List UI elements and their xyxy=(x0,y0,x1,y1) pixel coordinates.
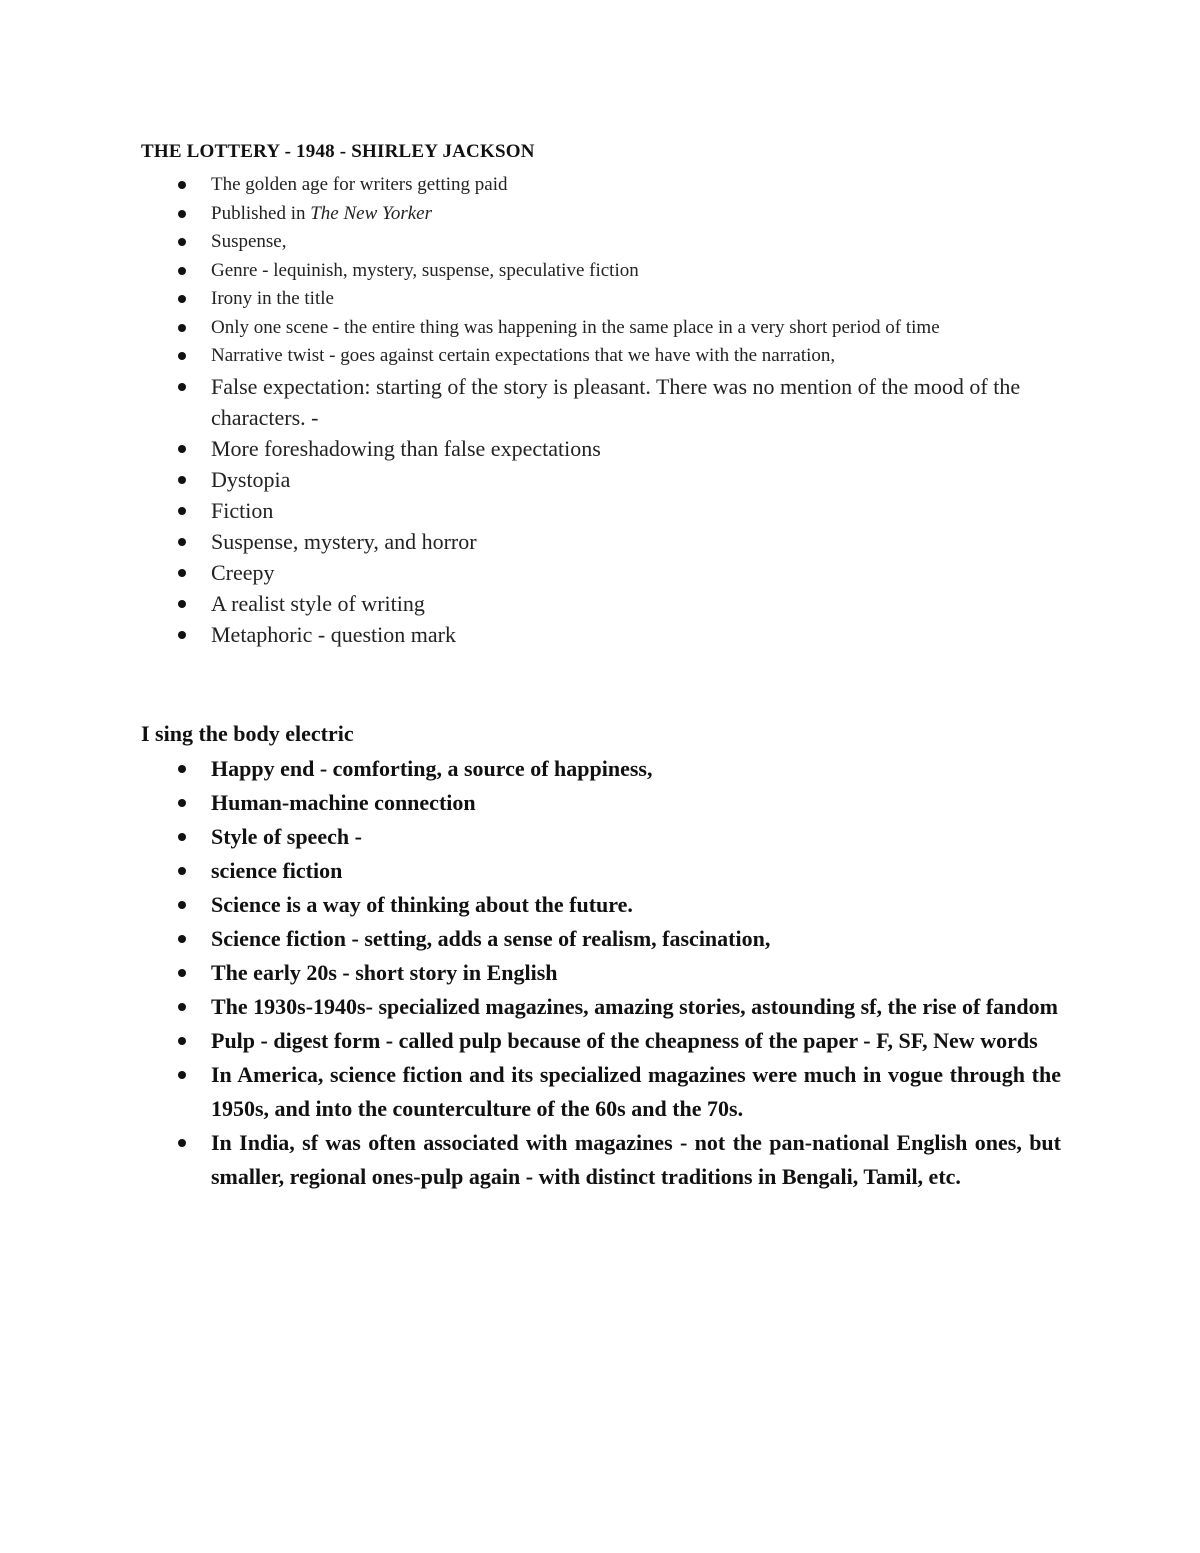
list-item xyxy=(141,752,1061,786)
list-item xyxy=(141,285,1061,314)
list-item xyxy=(141,588,1061,619)
list-item xyxy=(141,464,1061,495)
bullet-icon xyxy=(178,1037,186,1045)
list-item xyxy=(141,200,1061,229)
list-item xyxy=(141,557,1061,588)
list-item xyxy=(141,314,1061,343)
bullet-icon xyxy=(178,631,186,639)
lottery-notes-list xyxy=(141,171,1061,650)
list-item-text: Genre - lequinish, mystery, suspense, speculative fiction xyxy=(211,259,639,281)
list-item-text: Only one scene - the entire thing was happening in the same place in a very short period of time xyxy=(211,316,940,338)
list-item-text: science fiction xyxy=(211,858,343,883)
list-item-text: The golden age for writers getting paid xyxy=(211,174,508,195)
list-item xyxy=(141,1024,1061,1058)
list-item xyxy=(141,922,1061,956)
bullet-icon xyxy=(178,600,186,608)
list-item xyxy=(141,228,1061,257)
list-item xyxy=(141,854,1061,888)
list-item-text: Happy end - comforting, a source of happiness, xyxy=(211,756,653,781)
list-item xyxy=(141,171,1061,200)
lottery-heading: THE LOTTERY - 1948 - SHIRLEY JACKSON xyxy=(141,141,535,162)
list-item-text: Suspense, xyxy=(211,231,287,252)
bullet-icon xyxy=(178,267,186,275)
body-electric-notes-list xyxy=(141,752,1061,1194)
list-item xyxy=(141,619,1061,650)
list-item-text: Published in xyxy=(211,202,311,224)
body-electric-heading: I sing the body electric xyxy=(141,721,354,746)
bullet-icon xyxy=(178,181,186,189)
list-item-text: Irony in the title xyxy=(211,288,334,309)
bullet-icon xyxy=(178,799,186,807)
bullet-icon xyxy=(178,383,186,391)
list-item xyxy=(141,495,1061,526)
list-item-text: Style of speech - xyxy=(211,824,362,849)
list-item xyxy=(141,956,1061,990)
list-item xyxy=(141,371,1061,433)
list-item-text: Science is a way of thinking about the future. xyxy=(211,892,633,917)
list-item-text: Fiction xyxy=(211,497,274,523)
list-item xyxy=(141,820,1061,854)
bullet-icon xyxy=(178,324,186,332)
bullet-icon xyxy=(178,569,186,577)
list-item xyxy=(141,1126,1061,1194)
bullet-icon xyxy=(178,507,186,515)
list-item-text: Creepy xyxy=(211,559,275,585)
bullet-icon xyxy=(178,833,186,841)
list-item-text: Suspense, mystery, and horror xyxy=(211,528,477,554)
bullet-icon xyxy=(178,538,186,546)
list-item-text: Metaphoric - question mark xyxy=(211,621,456,647)
list-item xyxy=(141,888,1061,922)
list-item-text: The 1930s-1940s- specialized magazines, amazing stories, astounding sf, the rise of fandom xyxy=(211,994,1058,1019)
bullet-icon xyxy=(178,969,186,977)
bullet-icon xyxy=(178,867,186,875)
list-item-text: More foreshadowing than false expectations xyxy=(211,435,601,461)
list-item-text: Dystopia xyxy=(211,466,291,492)
list-item-text: In India, sf was often associated with magazines - not the pan-national English ones, but smaller, regional ones-pulp again - with distinct traditions in Bengali, Tamil, etc. xyxy=(211,1130,1061,1189)
list-item-text: Human-machine connection xyxy=(211,790,476,815)
list-item xyxy=(141,1058,1061,1126)
bullet-icon xyxy=(178,1139,186,1147)
bullet-icon xyxy=(178,901,186,909)
bullet-icon xyxy=(178,295,186,303)
list-item xyxy=(141,433,1061,464)
bullet-icon xyxy=(178,935,186,943)
bullet-icon xyxy=(178,238,186,246)
bullet-icon xyxy=(178,1071,186,1079)
list-item-text: In America, science fiction and its specialized magazines were much in vogue through the 1950s, and into the counterculture of the 60s and the 70s. xyxy=(211,1062,1061,1121)
list-item xyxy=(141,990,1061,1024)
list-item-text: The early 20s - short story in English xyxy=(211,960,558,985)
list-item-text: Narrative twist - goes against certain expectations that we have with the narration, xyxy=(211,345,836,366)
list-item xyxy=(141,257,1061,286)
bullet-icon xyxy=(178,210,186,218)
bullet-icon xyxy=(178,445,186,453)
list-item-text: False expectation: starting of the story is pleasant. There was no mention of the mood of the characters. - xyxy=(211,373,1021,430)
magazine-title: The New Yorker xyxy=(310,202,432,224)
bullet-icon xyxy=(178,1003,186,1011)
list-item-text: Pulp - digest form - called pulp because of the cheapness of the paper - F, SF, New words xyxy=(211,1028,1038,1053)
list-item xyxy=(141,342,1061,371)
bullet-icon xyxy=(178,476,186,484)
bullet-icon xyxy=(178,765,186,773)
list-item xyxy=(141,786,1061,820)
bullet-icon xyxy=(178,352,186,360)
list-item-text: Science fiction - setting, adds a sense of realism, fascination, xyxy=(211,926,771,951)
list-item xyxy=(141,526,1061,557)
list-item-text: A realist style of writing xyxy=(211,590,425,616)
